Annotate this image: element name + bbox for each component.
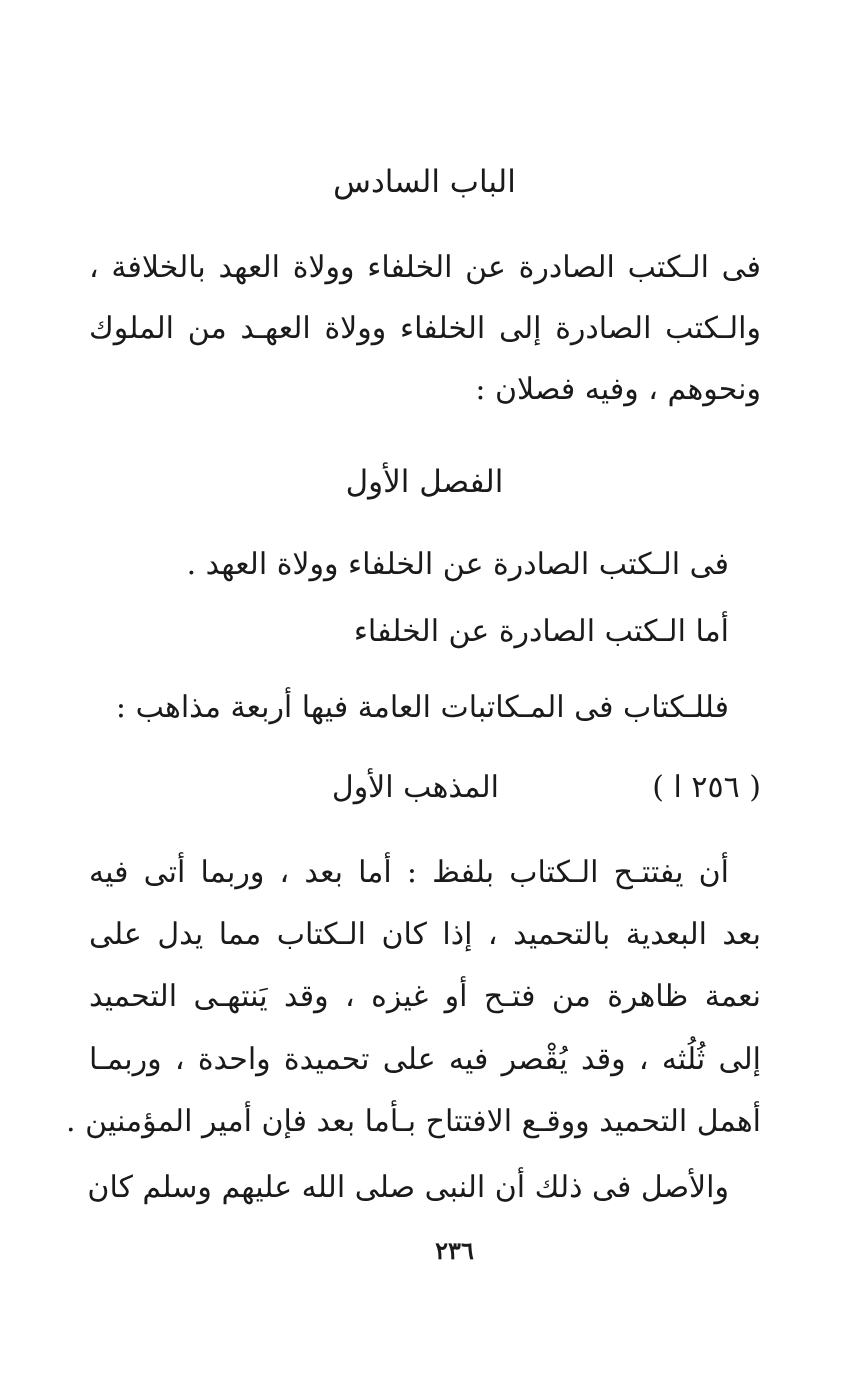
page-number: ٢٣٦ bbox=[435, 1236, 474, 1265]
section-title: الفصل الأول bbox=[345, 464, 504, 500]
intro-line-1: فى الـكتب الصادرة عن الخلفاء وولاة العهد بالخلافة ، bbox=[89, 250, 761, 285]
madhhab-title: المذهب الأول bbox=[331, 770, 499, 805]
body-line-1: أن يفتتـح الـكتاب بلفظ : أما بعد ، وربما أتى فيه bbox=[89, 855, 729, 890]
intro-line-2: والـكتب الصادرة إلى الخلفاء وولاة العهـد من الملوك bbox=[89, 311, 761, 346]
chapter-title: الباب السادس bbox=[333, 164, 516, 200]
intro-line-3: ونحوهم ، وفيه فصلان : bbox=[475, 372, 761, 407]
body-line-6: والأصل فى ذلك أن النبى صلى الله عليهم وسلم كان bbox=[87, 1170, 729, 1205]
body-line-3: نعمة ظاهرة من فتـح أو غيزه ، وقد يَنتهـى التحميد bbox=[89, 979, 761, 1014]
body-line-4: إلى ثُلُثه ، وقد يُقْصر فيه على تحميدة واحدة ، وربمـا bbox=[89, 1042, 761, 1077]
section-line-2: أما الـكتب الصادرة عن الخلفاء bbox=[353, 614, 729, 649]
body-line-2: بعد البعدية بالتحميد ، إذا كان الـكتاب مما يدل على bbox=[89, 917, 761, 952]
manuscript-reference: ( ٢٥٦ ا ) bbox=[652, 770, 761, 805]
body-line-5: أهمل التحميد ووقـع الافتتاح بـأما بعد فإن أمير المؤمنين . bbox=[66, 1104, 761, 1139]
section-line-3: فللـكتاب فى المـكاتبات العامة فيها أربعة مذاهب : bbox=[115, 690, 729, 725]
section-line-1: فى الـكتب الصادرة عن الخلفاء وولاة العهد . bbox=[186, 547, 729, 582]
